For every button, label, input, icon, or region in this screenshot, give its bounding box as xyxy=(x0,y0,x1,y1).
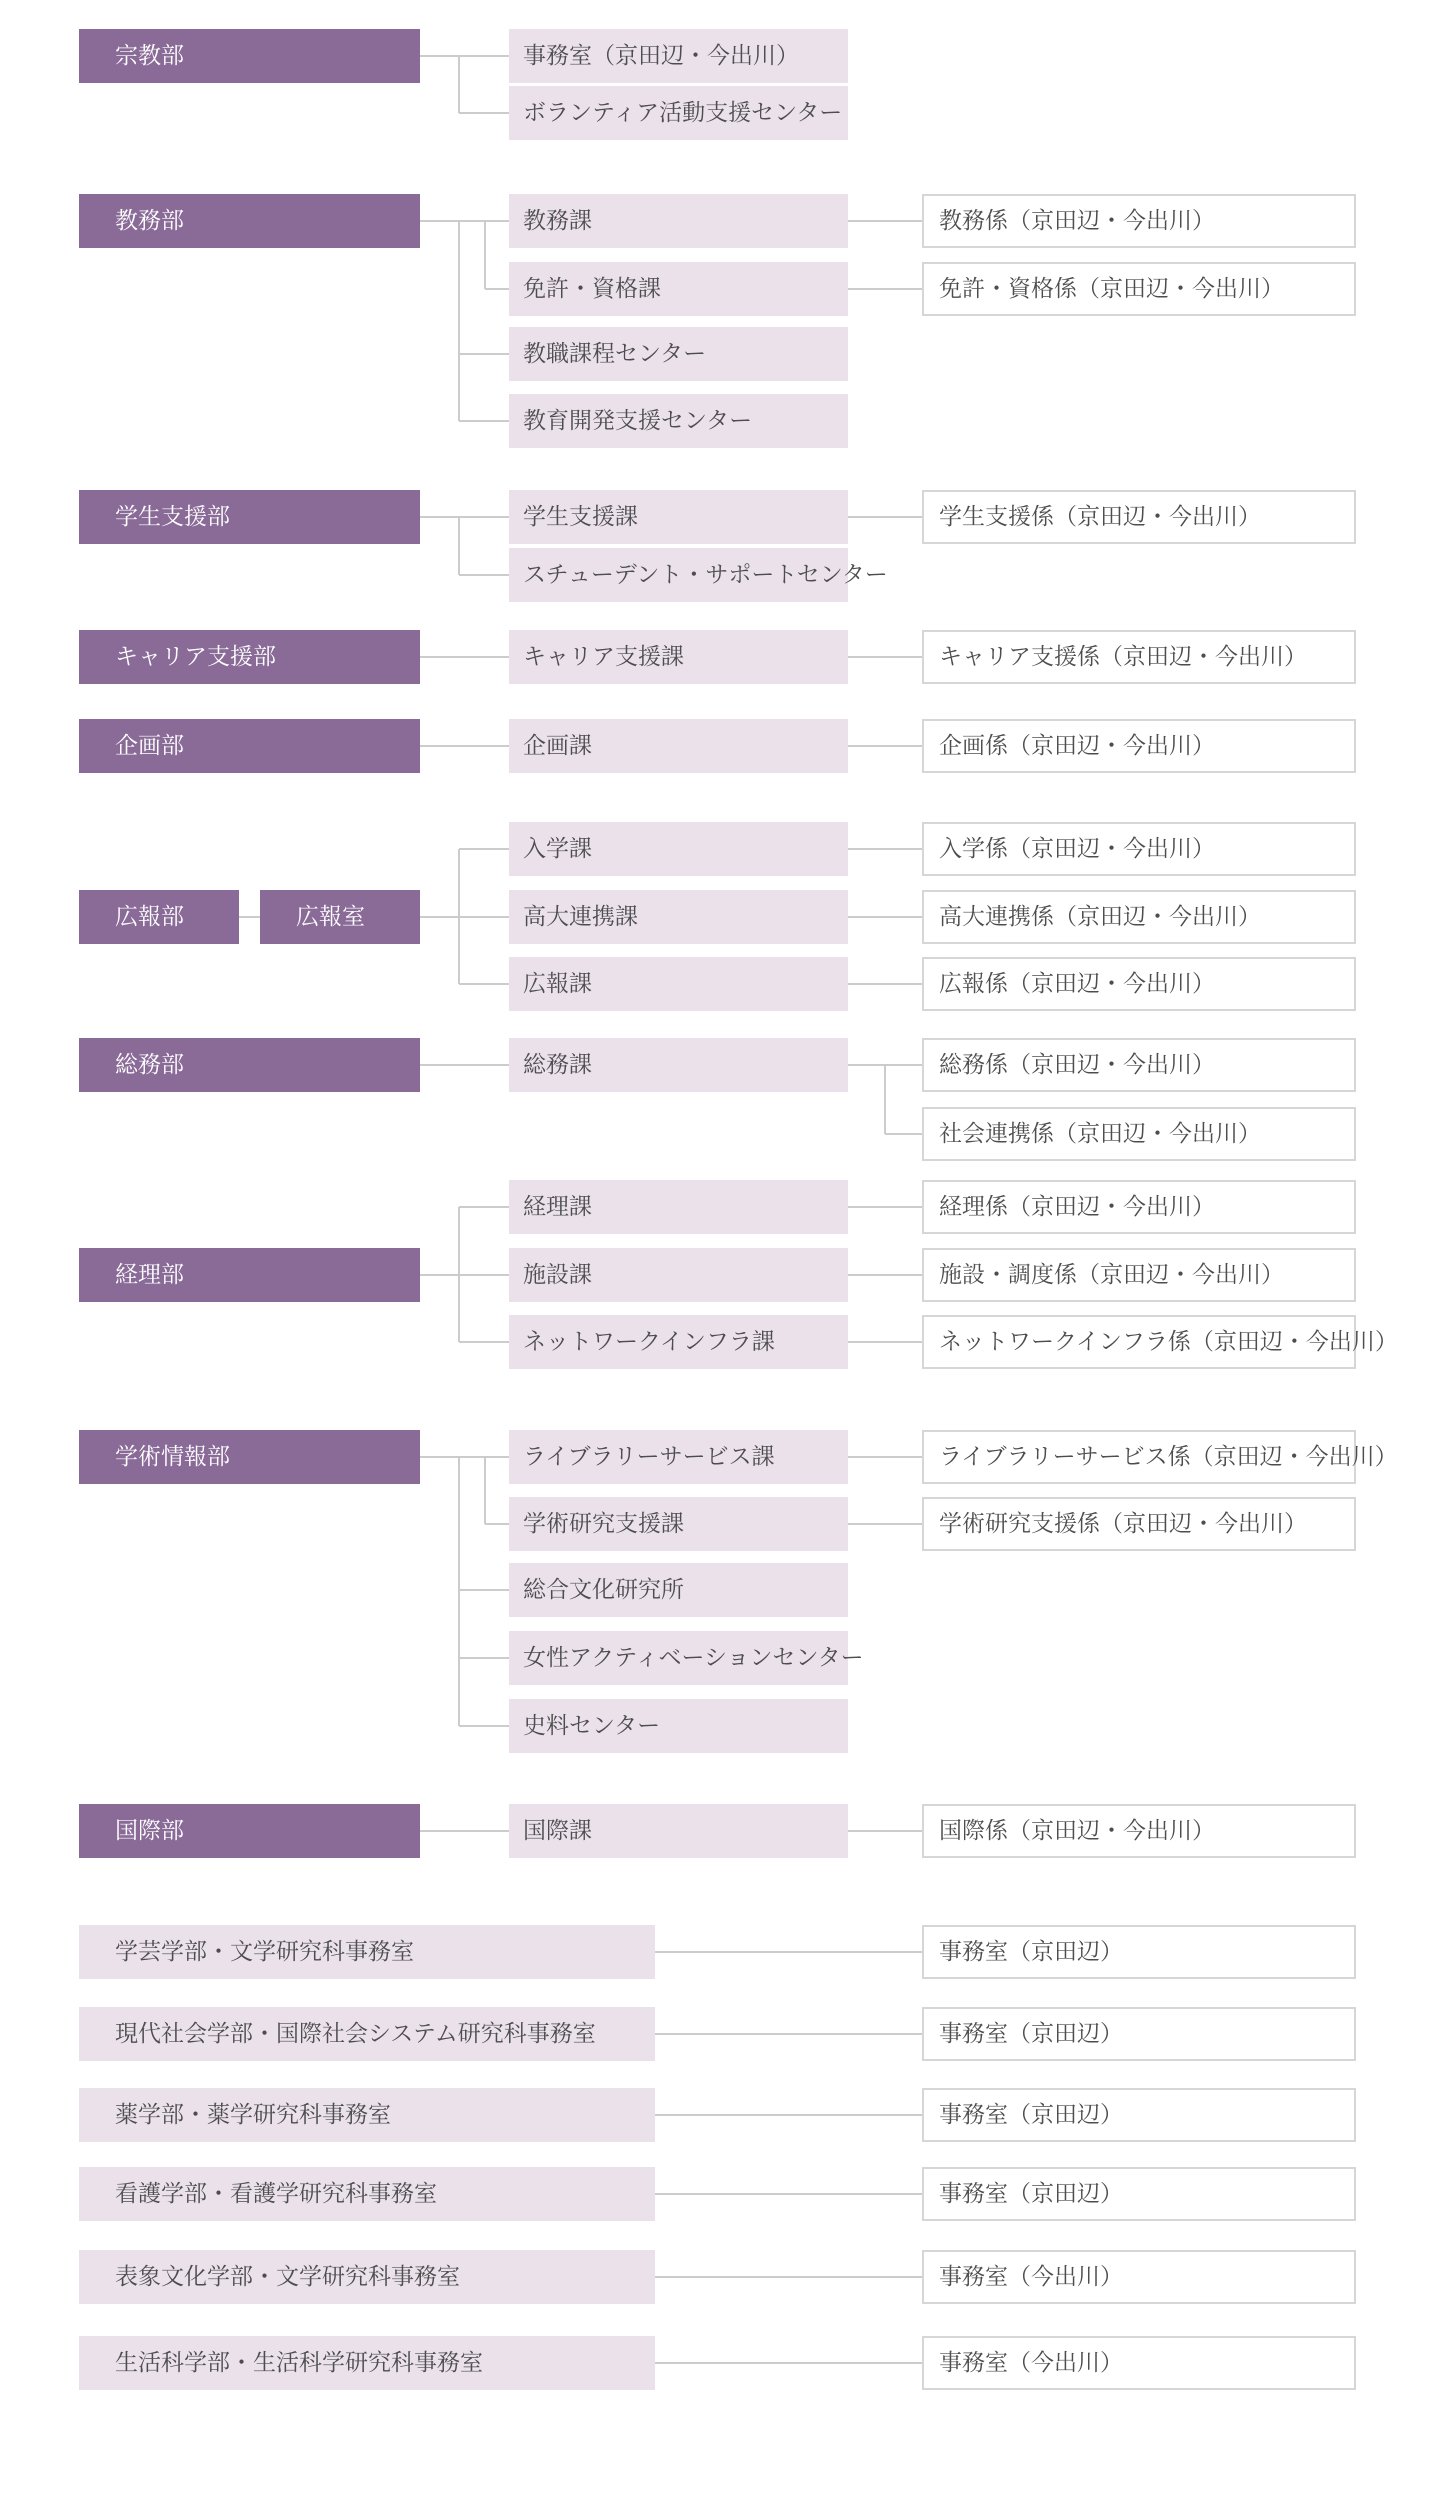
section-box: ライブラリーサービス課 xyxy=(509,1430,848,1484)
connector-line xyxy=(420,1274,459,1276)
connector-line xyxy=(420,656,459,658)
connector-line xyxy=(848,916,922,918)
connector-line xyxy=(848,1206,922,1208)
unit-box: 企画係（京田辺・今出川） xyxy=(922,719,1356,773)
connector-line xyxy=(458,56,460,113)
faculty-office-unit-box: 事務室（京田辺） xyxy=(922,2167,1356,2221)
connector-line xyxy=(484,1457,486,1524)
connector-line xyxy=(848,1064,885,1066)
faculty-office-unit-box: 事務室（今出川） xyxy=(922,2250,1356,2304)
connector-line xyxy=(459,55,509,57)
connector-line xyxy=(655,2033,922,2035)
connector-line xyxy=(848,745,922,747)
connector-line xyxy=(420,1064,459,1066)
department-box: 企画部 xyxy=(79,719,420,773)
connector-line xyxy=(420,55,459,57)
faculty-office-box: 看護学部・看護学研究科事務室 xyxy=(79,2167,655,2221)
connector-line xyxy=(459,112,509,114)
connector-line xyxy=(420,1830,459,1832)
connector-line xyxy=(458,221,460,421)
connector-line xyxy=(459,220,509,222)
connector-line xyxy=(459,656,509,658)
connector-line xyxy=(459,983,509,985)
section-box: ボランティア活動支援センター xyxy=(509,86,848,140)
connector-line xyxy=(848,848,922,850)
connector-line xyxy=(420,220,459,222)
connector-line xyxy=(458,1457,460,1726)
connector-line xyxy=(848,1830,922,1832)
section-box: 高大連携課 xyxy=(509,890,848,944)
unit-box: 学生支援係（京田辺・今出川） xyxy=(922,490,1356,544)
connector-line xyxy=(848,516,922,518)
section-box: 教務課 xyxy=(509,194,848,248)
section-box: 学術研究支援課 xyxy=(509,1497,848,1551)
unit-box: 学術研究支援係（京田辺・今出川） xyxy=(922,1497,1356,1551)
section-box: 史料センター xyxy=(509,1699,848,1753)
connector-line xyxy=(848,1274,922,1276)
faculty-office-unit-box: 事務室（京田辺） xyxy=(922,2088,1356,2142)
section-box: 国際課 xyxy=(509,1804,848,1858)
section-box: 広報課 xyxy=(509,957,848,1011)
connector-line xyxy=(485,1523,509,1525)
department-box: 国際部 xyxy=(79,1804,420,1858)
section-box: 教育開発支援センター xyxy=(509,394,848,448)
unit-box: 経理係（京田辺・今出川） xyxy=(922,1180,1356,1234)
connector-line xyxy=(848,1523,922,1525)
connector-line xyxy=(459,1456,509,1458)
connector-line xyxy=(420,516,459,518)
unit-box: ライブラリーサービス係（京田辺・今出川） xyxy=(922,1430,1356,1484)
section-box: 女性アクティベーションセンター xyxy=(509,1631,848,1685)
connector-line xyxy=(458,517,460,575)
unit-box: 国際係（京田辺・今出川） xyxy=(922,1804,1356,1858)
unit-box: 教務係（京田辺・今出川） xyxy=(922,194,1356,248)
connector-line xyxy=(655,2193,922,2195)
section-box: 企画課 xyxy=(509,719,848,773)
unit-box: ネットワークインフラ係（京田辺・今出川） xyxy=(922,1315,1356,1369)
connector-line xyxy=(420,745,459,747)
connector-line xyxy=(459,420,509,422)
connector-line xyxy=(239,916,260,918)
section-box: 事務室（京田辺・今出川） xyxy=(509,29,848,83)
connector-line xyxy=(884,1065,886,1134)
section-box: 教職課程センター xyxy=(509,327,848,381)
unit-box: 入学係（京田辺・今出川） xyxy=(922,822,1356,876)
faculty-office-box: 学芸学部・文学研究科事務室 xyxy=(79,1925,655,1979)
section-box: キャリア支援課 xyxy=(509,630,848,684)
connector-line xyxy=(420,916,459,918)
section-box: 経理課 xyxy=(509,1180,848,1234)
unit-box: 総務係（京田辺・今出川） xyxy=(922,1038,1356,1092)
connector-line xyxy=(459,1274,509,1276)
faculty-office-unit-box: 事務室（京田辺） xyxy=(922,2007,1356,2061)
section-box: ネットワークインフラ課 xyxy=(509,1315,848,1369)
connector-line xyxy=(885,1133,922,1135)
unit-box: 免許・資格係（京田辺・今出川） xyxy=(922,262,1356,316)
connector-line xyxy=(459,1589,509,1591)
connector-line xyxy=(848,1456,922,1458)
department-box: 学生支援部 xyxy=(79,490,420,544)
connector-line xyxy=(848,220,922,222)
faculty-office-box: 薬学部・薬学研究科事務室 xyxy=(79,2088,655,2142)
department-box: 学術情報部 xyxy=(79,1430,420,1484)
unit-box: キャリア支援係（京田辺・今出川） xyxy=(922,630,1356,684)
connector-line xyxy=(459,353,509,355)
connector-line xyxy=(459,1064,509,1066)
faculty-office-box: 現代社会学部・国際社会システム研究科事務室 xyxy=(79,2007,655,2061)
connector-line xyxy=(459,1206,509,1208)
connector-line xyxy=(655,2114,922,2116)
connector-line xyxy=(485,288,509,290)
section-box: 施設課 xyxy=(509,1248,848,1302)
connector-line xyxy=(459,1725,509,1727)
connector-line xyxy=(459,916,509,918)
section-box: スチューデント・サポートセンター xyxy=(509,548,848,602)
faculty-office-box: 生活科学部・生活科学研究科事務室 xyxy=(79,2336,655,2390)
section-box: 学生支援課 xyxy=(509,490,848,544)
office-box: 広報室 xyxy=(260,890,420,944)
faculty-office-box: 表象文化学部・文学研究科事務室 xyxy=(79,2250,655,2304)
connector-line xyxy=(848,983,922,985)
department-box: 広報部 xyxy=(79,890,239,944)
faculty-office-unit-box: 事務室（京田辺） xyxy=(922,1925,1356,1979)
connector-line xyxy=(459,745,509,747)
connector-line xyxy=(459,1657,509,1659)
unit-box: 高大連携係（京田辺・今出川） xyxy=(922,890,1356,944)
faculty-office-unit-box: 事務室（今出川） xyxy=(922,2336,1356,2390)
connector-line xyxy=(848,656,922,658)
connector-line xyxy=(459,516,509,518)
section-box: 総務課 xyxy=(509,1038,848,1092)
connector-line xyxy=(655,1951,922,1953)
connector-line xyxy=(848,288,922,290)
connector-line xyxy=(655,2276,922,2278)
connector-line xyxy=(420,1456,459,1458)
unit-box: 施設・調度係（京田辺・今出川） xyxy=(922,1248,1356,1302)
department-box: 総務部 xyxy=(79,1038,420,1092)
connector-line xyxy=(655,2362,922,2364)
department-box: 経理部 xyxy=(79,1248,420,1302)
section-box: 免許・資格課 xyxy=(509,262,848,316)
unit-box: 社会連携係（京田辺・今出川） xyxy=(922,1107,1356,1161)
connector-line xyxy=(848,1341,922,1343)
unit-box: 広報係（京田辺・今出川） xyxy=(922,957,1356,1011)
connector-line xyxy=(459,574,509,576)
connector-line xyxy=(459,848,509,850)
connector-line xyxy=(484,221,486,289)
connector-line xyxy=(459,1830,509,1832)
section-box: 入学課 xyxy=(509,822,848,876)
department-box: 教務部 xyxy=(79,194,420,248)
department-box: 宗教部 xyxy=(79,29,420,83)
connector-line xyxy=(885,1064,922,1066)
section-box: 総合文化研究所 xyxy=(509,1563,848,1617)
connector-line xyxy=(459,1341,509,1343)
department-box: キャリア支援部 xyxy=(79,630,420,684)
